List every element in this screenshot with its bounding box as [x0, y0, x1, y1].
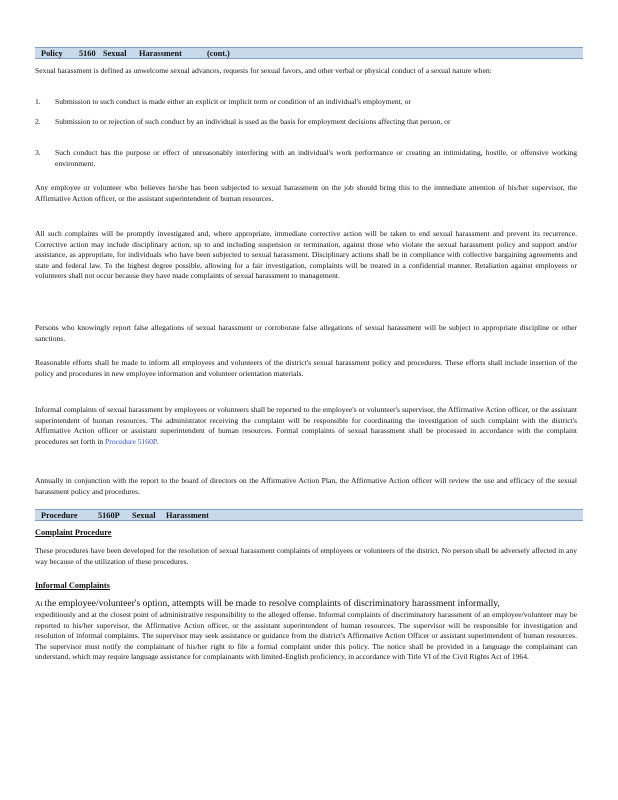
condition-text: Submission to or rejection of such conduct by an individual is used as the basis for employment decisions affecting that person, or	[55, 117, 451, 126]
condition-number: 1.	[35, 97, 41, 106]
annual-review-paragraph: Annually in conjunction with the report to the board of directors on the Affirmative Action Plan, the Affirmative Action officer will review the use and efficacy of the sexual harassment policy and procedures.	[35, 476, 577, 496]
intro-paragraph: Sexual harassment is defined as unwelcome sexual advances, requests for sexual favors, and other verbal or physical conduct of a sexual nature when:	[35, 66, 492, 75]
complaint-procedure-heading: Complaint Procedure	[35, 528, 112, 537]
condition-text: Submission to such conduct is made either an explicit or implicit term or condition of an individual's employment, or	[55, 97, 411, 106]
inform-paragraph: Reasonable efforts shall be made to inform all employees and volunteers of the district's sexual harassment policy and procedures. These efforts shall include insertion of the policy and procedures in new employee information and volunteer orientation materials.	[35, 358, 577, 378]
policy-suffix: (cont.)	[207, 49, 230, 58]
procedure-5160p-link[interactable]: Procedure 5160P	[105, 436, 157, 446]
policy-label: Policy	[41, 49, 63, 58]
procedure-title-word1: Sexual	[132, 511, 156, 520]
informal-complaints-paragraph: expeditiously and at the closest point of administrative responsibility to the alleged offense. Informal complaints of discriminatory harassment of an employee/volunteer may be reported to his/her supervisor, the Affirmative Action officer, or the assistant superintendent of human resources. The supervisor will be responsible for investigation and resolution of informal complaints. The supervisor may seek assistance or guidance from the district's Affirmative Action Officer or assistant superintendent of human resources. The supervisor must notify the complainant of his/her right to file a formal complaint under this policy. The notice shall be provided in a language the complainant can understand, which may require language assistance for complainants with limited-English proficiency, in accordance with Title VI of the Civil Rights Act of 1964.	[35, 610, 577, 662]
policy-number: 5160	[79, 49, 96, 58]
policy-title-word2: Harassment	[139, 49, 182, 58]
procedure-title-word2: Harassment	[166, 511, 209, 520]
policy-header-band	[35, 47, 583, 59]
complaints-paragraph: All such complaints will be promptly investigated and, where appropriate, immediate corrective action will be taken to end sexual harassment and prevent its recurrence. Corrective action may include disciplinary action, up to and including suspension or termination, against those who violate the sexual harassment policy and support and/or assistance, as appropriate, for individuals who have been subjected to sexual harassment. Disciplinary actions shall be in compliance with collective bargaining agreements and state and federal law. To the highest degree possible, allowing for a fair investigation, complaints will be treated in a confidential manner. Retaliation against employees or volunteers shall not occur because they have made complaints of sexual harassment to management.	[35, 229, 577, 281]
informal-lead-text: the employee/volunteer's option, attempts will be made to resolve complaints of discriminatory harassment informally,	[44, 598, 500, 609]
false-allegations-paragraph: Persons who knowingly report false allegations of sexual harassment or corroborate false allegations of sexual harassment will be subject to appropriate discipline or other sanctions.	[35, 323, 577, 343]
informal-policy-period: .	[156, 436, 159, 446]
policy-title-word1: Sexual	[103, 49, 127, 58]
informal-complaints-policy-paragraph	[35, 405, 577, 447]
condition-text: Such conduct has the purpose or effect of unreasonably interfering with an individual's work performance or creating an intimidating, hostile, or offensive working environment.	[55, 148, 577, 168]
informal-lead-at: At	[35, 599, 43, 608]
procedure-header-band	[35, 509, 583, 521]
informal-complaints-lead	[35, 598, 577, 610]
procedure-label: Procedure	[41, 511, 78, 520]
informal-policy-text: Informal complaints of sexual harassment by employees or volunteers shall be reported to the employee's or volunteer's supervisor, the Affirmative Action officer, or the assistant superintendent of human resources. The administrator receiving the complaint will be responsible for coordinating the investigation of such complaint with the district's Affirmative Action officer or assistant superintendent of human resources. Formal complaints of sexual harassment shall be processed in accordance with the complaint procedures set forth in	[35, 405, 577, 446]
procedure-number: 5160P	[98, 511, 120, 520]
report-paragraph: Any employee or volunteer who believes he/she has been subjected to sexual harassment on the job should bring this to the immediate attention of his/her supervisor, the Affirmative Action officer, or the assistant superintendent of human resources.	[35, 183, 577, 203]
informal-complaints-heading: Informal Complaints	[35, 581, 110, 590]
condition-number: 3.	[35, 148, 41, 157]
complaint-procedure-paragraph: These procedures have been developed for the resolution of sexual harassment complaints of employees or volunteers of the district. No person shall be adversely affected in any way because of the utilization of these procedures.	[35, 546, 577, 566]
condition-number: 2.	[35, 117, 41, 126]
